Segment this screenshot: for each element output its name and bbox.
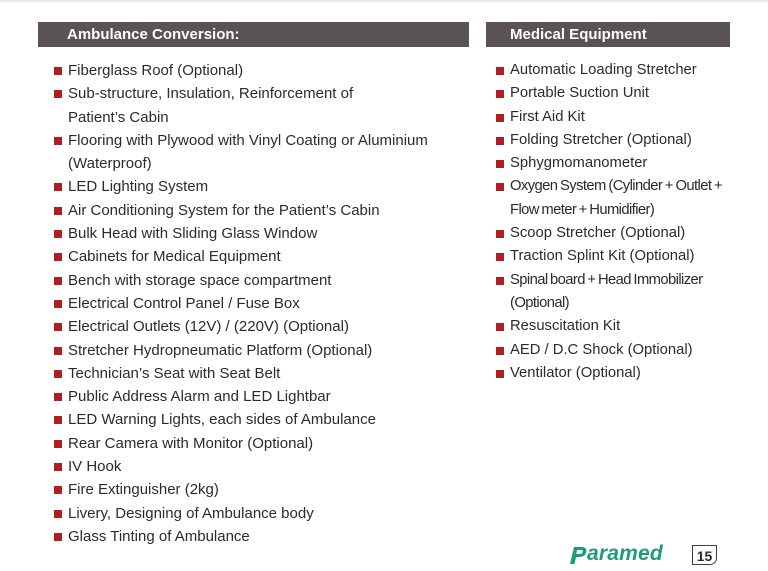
- list-item: Electrical Outlets (12V) / (220V) (Optional): [54, 315, 464, 338]
- list-item: Sphygmomanometer: [496, 152, 722, 175]
- list-item: LED Warning Lights, each sides of Ambulance: [54, 408, 464, 431]
- paramed-brand: [567, 544, 719, 567]
- square-bullet-icon: [54, 440, 62, 448]
- list-item: Electrical Control Panel / Fuse Box: [54, 292, 464, 315]
- ambulance-conversion-header: Ambulance Conversion:: [38, 22, 469, 47]
- list-item: Traction Splint Kit (Optional): [496, 245, 722, 268]
- list-item: Portable Suction Unit: [496, 82, 722, 105]
- square-bullet-icon: [54, 253, 62, 261]
- square-bullet-icon: [54, 183, 62, 191]
- square-bullet-icon: [54, 230, 62, 238]
- list-item: Fiberglass Roof (Optional): [54, 59, 464, 82]
- square-bullet-icon: [54, 393, 62, 401]
- paramed-p-logo-icon: [567, 544, 589, 566]
- top-divider: [0, 0, 768, 2]
- list-item: Bench with storage space compartment: [54, 269, 464, 292]
- list-item: Bulk Head with Sliding Glass Window: [54, 222, 464, 245]
- square-bullet-icon: [54, 510, 62, 518]
- list-item: Sub-structure, Insulation, Reinforcement of Patient’s Cabin: [54, 82, 464, 129]
- medical-equipment-list: [496, 59, 722, 385]
- square-bullet-icon: [54, 463, 62, 471]
- list-item: IV Hook: [54, 455, 464, 478]
- list-item: Air Conditioning System for the Patient’s Cabin: [54, 199, 464, 222]
- square-bullet-icon: [54, 533, 62, 541]
- square-bullet-icon: [496, 230, 504, 238]
- list-item: LED Lighting System: [54, 175, 464, 198]
- square-bullet-icon: [54, 486, 62, 494]
- list-item: Stretcher Hydropneumatic Platform (Optional): [54, 339, 464, 362]
- list-item: Technician’s Seat with Seat Belt: [54, 362, 464, 385]
- list-item: Fire Extinguisher (2kg): [54, 478, 464, 501]
- list-item: AED / D.C Shock (Optional): [496, 339, 722, 362]
- list-item: Cabinets for Medical Equipment: [54, 245, 464, 268]
- square-bullet-icon: [496, 323, 504, 331]
- list-item: Livery, Designing of Ambulance body: [54, 502, 464, 525]
- list-item: Public Address Alarm and LED Lightbar: [54, 385, 464, 408]
- square-bullet-icon: [54, 137, 62, 145]
- list-item: Automatic Loading Stretcher: [496, 59, 722, 82]
- medical-equipment-header: Medical Equipment: [486, 22, 730, 47]
- square-bullet-icon: [54, 370, 62, 378]
- square-bullet-icon: [54, 416, 62, 424]
- list-item: First Aid Kit: [496, 106, 722, 129]
- square-bullet-icon: [54, 277, 62, 285]
- square-bullet-icon: [54, 347, 62, 355]
- list-item: Resuscitation Kit: [496, 315, 722, 338]
- list-item: Ventilator (Optional): [496, 362, 722, 385]
- square-bullet-icon: [54, 90, 62, 98]
- list-item: Spinal board + Head Immobilizer (Optional): [496, 269, 722, 316]
- square-bullet-icon: [496, 67, 504, 75]
- square-bullet-icon: [496, 370, 504, 378]
- ambulance-conversion-list: [54, 59, 464, 548]
- list-item: Scoop Stretcher (Optional): [496, 222, 722, 245]
- brand-name: aramed: [587, 542, 663, 565]
- square-bullet-icon: [496, 137, 504, 145]
- square-bullet-icon: [496, 277, 504, 285]
- square-bullet-icon: [54, 207, 62, 215]
- square-bullet-icon: [496, 347, 504, 355]
- list-item: Rear Camera with Monitor (Optional): [54, 432, 464, 455]
- square-bullet-icon: [54, 323, 62, 331]
- page-number: 15: [692, 545, 717, 565]
- square-bullet-icon: [496, 253, 504, 261]
- list-item: Oxygen System (Cylinder + Outlet + Flow meter + Humidifier): [496, 175, 722, 222]
- square-bullet-icon: [496, 183, 504, 191]
- list-item: Flooring with Plywood with Vinyl Coating or Aluminium (Waterproof): [54, 129, 464, 176]
- square-bullet-icon: [496, 90, 504, 98]
- square-bullet-icon: [54, 300, 62, 308]
- list-item: Folding Stretcher (Optional): [496, 129, 722, 152]
- square-bullet-icon: [496, 114, 504, 122]
- square-bullet-icon: [496, 160, 504, 168]
- square-bullet-icon: [54, 67, 62, 75]
- list-item: Glass Tinting of Ambulance: [54, 525, 464, 548]
